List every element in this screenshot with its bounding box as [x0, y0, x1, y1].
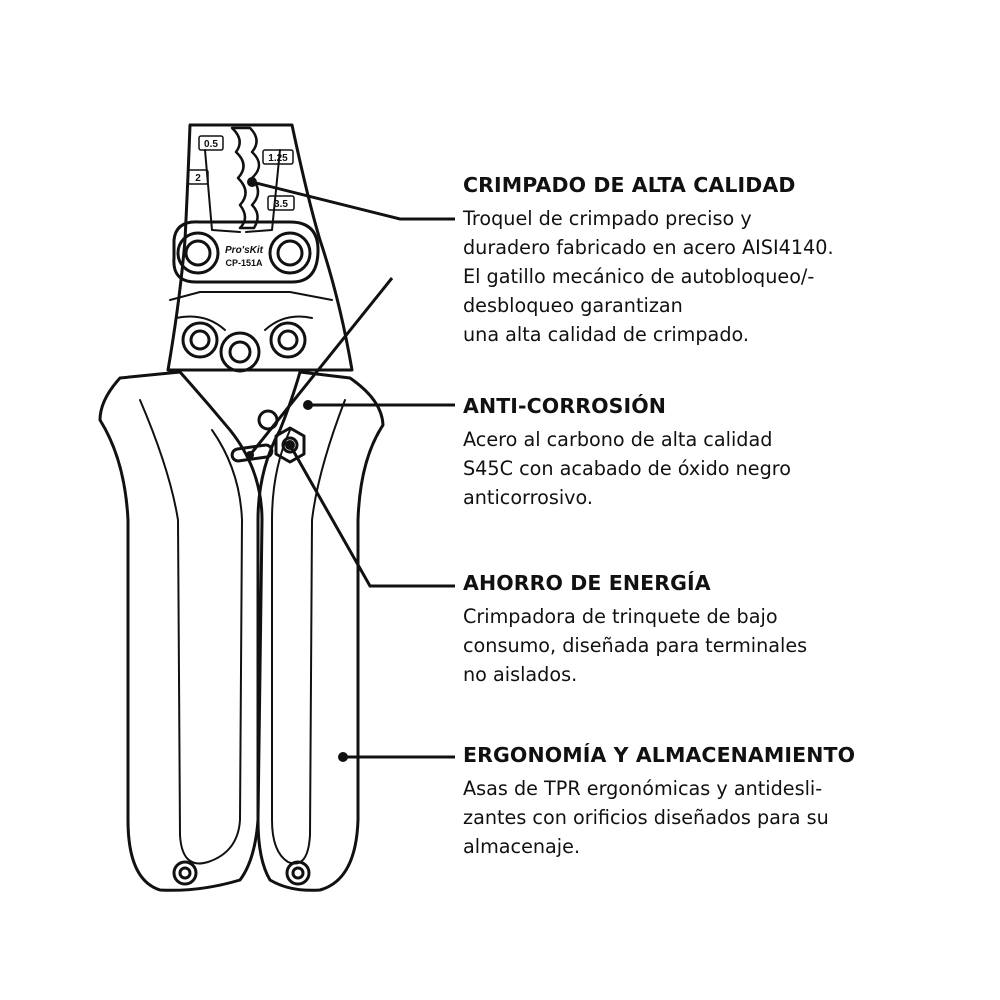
- callout-line-energy: [290, 445, 455, 586]
- feature-energy-saving: [463, 571, 891, 689]
- storage-hole-left: [174, 862, 196, 884]
- die-size-label: 3.5: [274, 199, 288, 210]
- feature-description: Acero al carbono de alta calidad S45C con acabado de óxido negro anticorrosivo.: [463, 427, 791, 509]
- feature-title: ERGONOMÍA Y ALMACENAMIENTO: [463, 743, 856, 767]
- feature-description: Asas de TPR ergonómicas y antidesli- zantes con orificios diseñados para su almacenaje.: [463, 776, 829, 858]
- callout-line-anticorrosion-diagonal: [250, 278, 392, 455]
- feature-title: ANTI-CORROSIÓN: [463, 394, 666, 418]
- brand-logo: Pro'sKit: [225, 245, 263, 256]
- die-size-label: 2: [195, 173, 201, 184]
- pivot-left: [183, 323, 217, 357]
- feature-description: Crimpadora de trinquete de bajo consumo, diseñada para terminales no aislados.: [463, 604, 808, 686]
- feature-title: CRIMPADO DE ALTA CALIDAD: [463, 173, 796, 197]
- die-size-label: 1.25: [268, 153, 288, 164]
- model-label: CP-151A: [225, 258, 263, 268]
- feature-description: Troquel de crimpado preciso y duradero fabricado en acero AISI4140. El gatillo mecánico de autobloqueo/- desbloqueo garantizan una alta calidad de crimpado.: [463, 206, 834, 346]
- feature-title: AHORRO DE ENERGÍA: [463, 571, 711, 595]
- pivot-right: [271, 323, 305, 357]
- pivot-center: [221, 333, 259, 371]
- feature-anticorrosion: [463, 394, 891, 512]
- die-size-label: 0.5: [204, 139, 218, 150]
- storage-hole-right: [287, 862, 309, 884]
- feature-ergonomics-storage: [463, 743, 891, 861]
- feature-crimp-quality: [463, 173, 891, 349]
